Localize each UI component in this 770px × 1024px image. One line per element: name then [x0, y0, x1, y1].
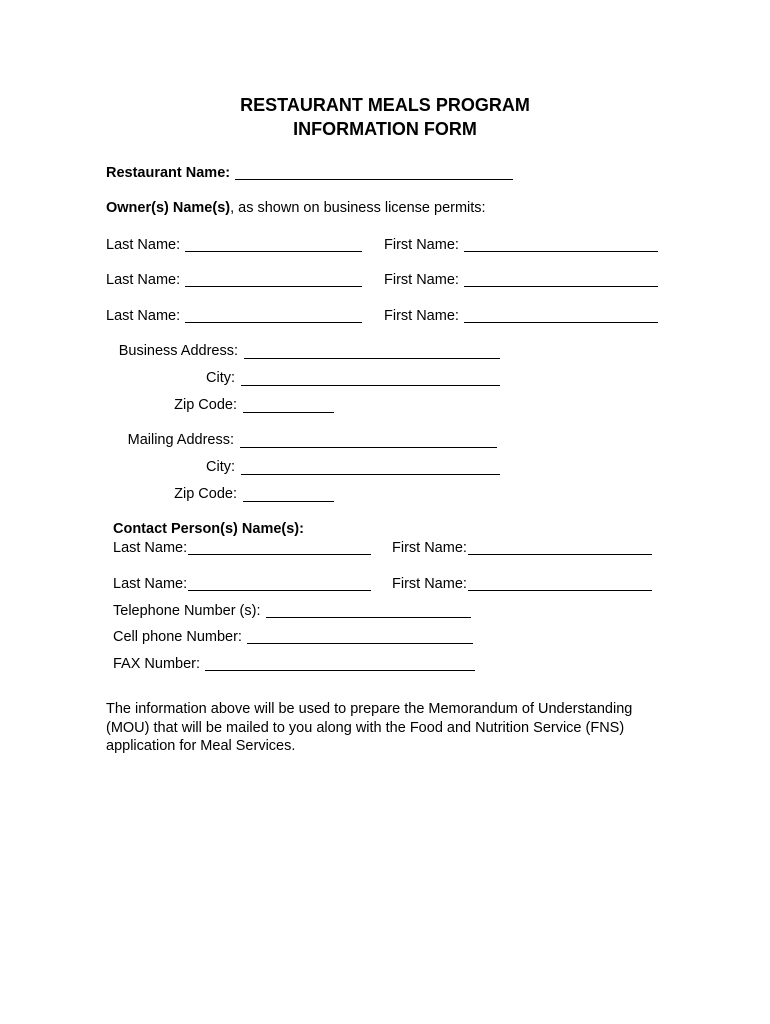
telephone-label: Telephone Number (s): [113, 603, 261, 619]
mailing-address-row [235, 432, 497, 450]
owner-row-1 [106, 236, 362, 254]
cell-phone-field[interactable] [247, 628, 473, 644]
contact-row-1 [113, 539, 371, 557]
contact-heading-row [113, 521, 304, 538]
owner-2-last-name-field[interactable] [185, 271, 362, 287]
fax-label: FAX Number: [113, 656, 201, 672]
contact-row-1-first [392, 539, 652, 557]
contact-2-last-name-label: Last Name: [113, 576, 188, 592]
business-city-row [236, 370, 500, 388]
mailing-zip-label: Zip Code: [174, 486, 237, 502]
contact-row-2 [113, 575, 371, 593]
mailing-address-label: Mailing Address: [127, 432, 234, 448]
mailing-zip-label-wrap [60, 486, 237, 503]
form-title-line-2: INFORMATION FORM [293, 119, 477, 139]
fax-row [113, 655, 475, 673]
owner-3-last-name-label: Last Name: [106, 308, 181, 324]
business-address-label-wrap [60, 343, 238, 360]
business-zip-field[interactable] [243, 397, 334, 413]
business-zip-label-wrap [60, 397, 237, 414]
owner-row-2 [106, 271, 362, 289]
contact-2-first-name-label: First Name: [392, 576, 467, 592]
form-title-line-1: RESTAURANT MEALS PROGRAM [240, 95, 530, 115]
restaurant-name-field[interactable] [235, 164, 513, 180]
business-city-label: City: [206, 370, 235, 386]
restaurant-name-row [106, 164, 513, 182]
owner-row-1-first [384, 236, 658, 254]
owner-3-last-name-field[interactable] [185, 307, 362, 323]
mailing-zip-field[interactable] [243, 486, 334, 502]
business-city-label-wrap [60, 370, 235, 387]
cell-phone-label: Cell phone Number: [113, 629, 242, 645]
owner-1-last-name-field[interactable] [185, 236, 362, 252]
owner-3-first-name-label: First Name: [384, 308, 459, 324]
contact-row-2-first [392, 575, 652, 593]
mailing-zip-row [238, 486, 334, 504]
contact-2-first-name-field[interactable] [468, 575, 652, 591]
fax-field[interactable] [205, 655, 475, 671]
mailing-city-label-wrap [60, 459, 235, 476]
business-city-field[interactable] [241, 370, 500, 386]
mailing-city-row [236, 459, 500, 477]
telephone-row [113, 602, 471, 620]
business-zip-row [238, 397, 334, 415]
telephone-field[interactable] [266, 602, 471, 618]
owner-row-2-first [384, 271, 658, 289]
contact-2-last-name-field[interactable] [188, 575, 371, 591]
contact-1-last-name-label: Last Name: [113, 540, 188, 556]
owner-1-first-name-field[interactable] [464, 236, 658, 252]
owner-row-3-first [384, 307, 658, 325]
contact-1-first-name-field[interactable] [468, 539, 652, 555]
mailing-city-field[interactable] [241, 459, 500, 475]
owner-1-last-name-label: Last Name: [106, 237, 181, 253]
mailing-city-label: City: [206, 459, 235, 475]
mailing-address-label-wrap [60, 432, 234, 449]
owner-heading [106, 200, 486, 217]
owner-3-first-name-field[interactable] [464, 307, 658, 323]
business-address-row [239, 343, 500, 361]
footer-paragraph: The information above will be used to prepare the Memorandum of Understanding (MOU) that will be mailed to you along with the Food and Nutrition Service (FNS) application for Meal Services. [106, 701, 633, 754]
contact-heading: Contact Person(s) Name(s): [113, 521, 304, 537]
owner-row-3 [106, 307, 362, 325]
restaurant-name-label: Restaurant Name: [106, 165, 231, 181]
owner-heading-bold: Owner(s) Name(s) [106, 200, 231, 216]
cell-phone-row [113, 628, 473, 646]
owner-2-first-name-label: First Name: [384, 272, 459, 288]
owner-2-last-name-label: Last Name: [106, 272, 181, 288]
business-zip-label: Zip Code: [174, 397, 237, 413]
contact-1-first-name-label: First Name: [392, 540, 467, 556]
mailing-address-field[interactable] [240, 432, 497, 448]
business-address-field[interactable] [244, 343, 500, 359]
owner-1-first-name-label: First Name: [384, 237, 459, 253]
contact-1-last-name-field[interactable] [188, 539, 371, 555]
owner-2-first-name-field[interactable] [464, 271, 658, 287]
business-address-label: Business Address: [118, 343, 238, 359]
owner-heading-text: , as shown on business license permits: [230, 200, 486, 216]
